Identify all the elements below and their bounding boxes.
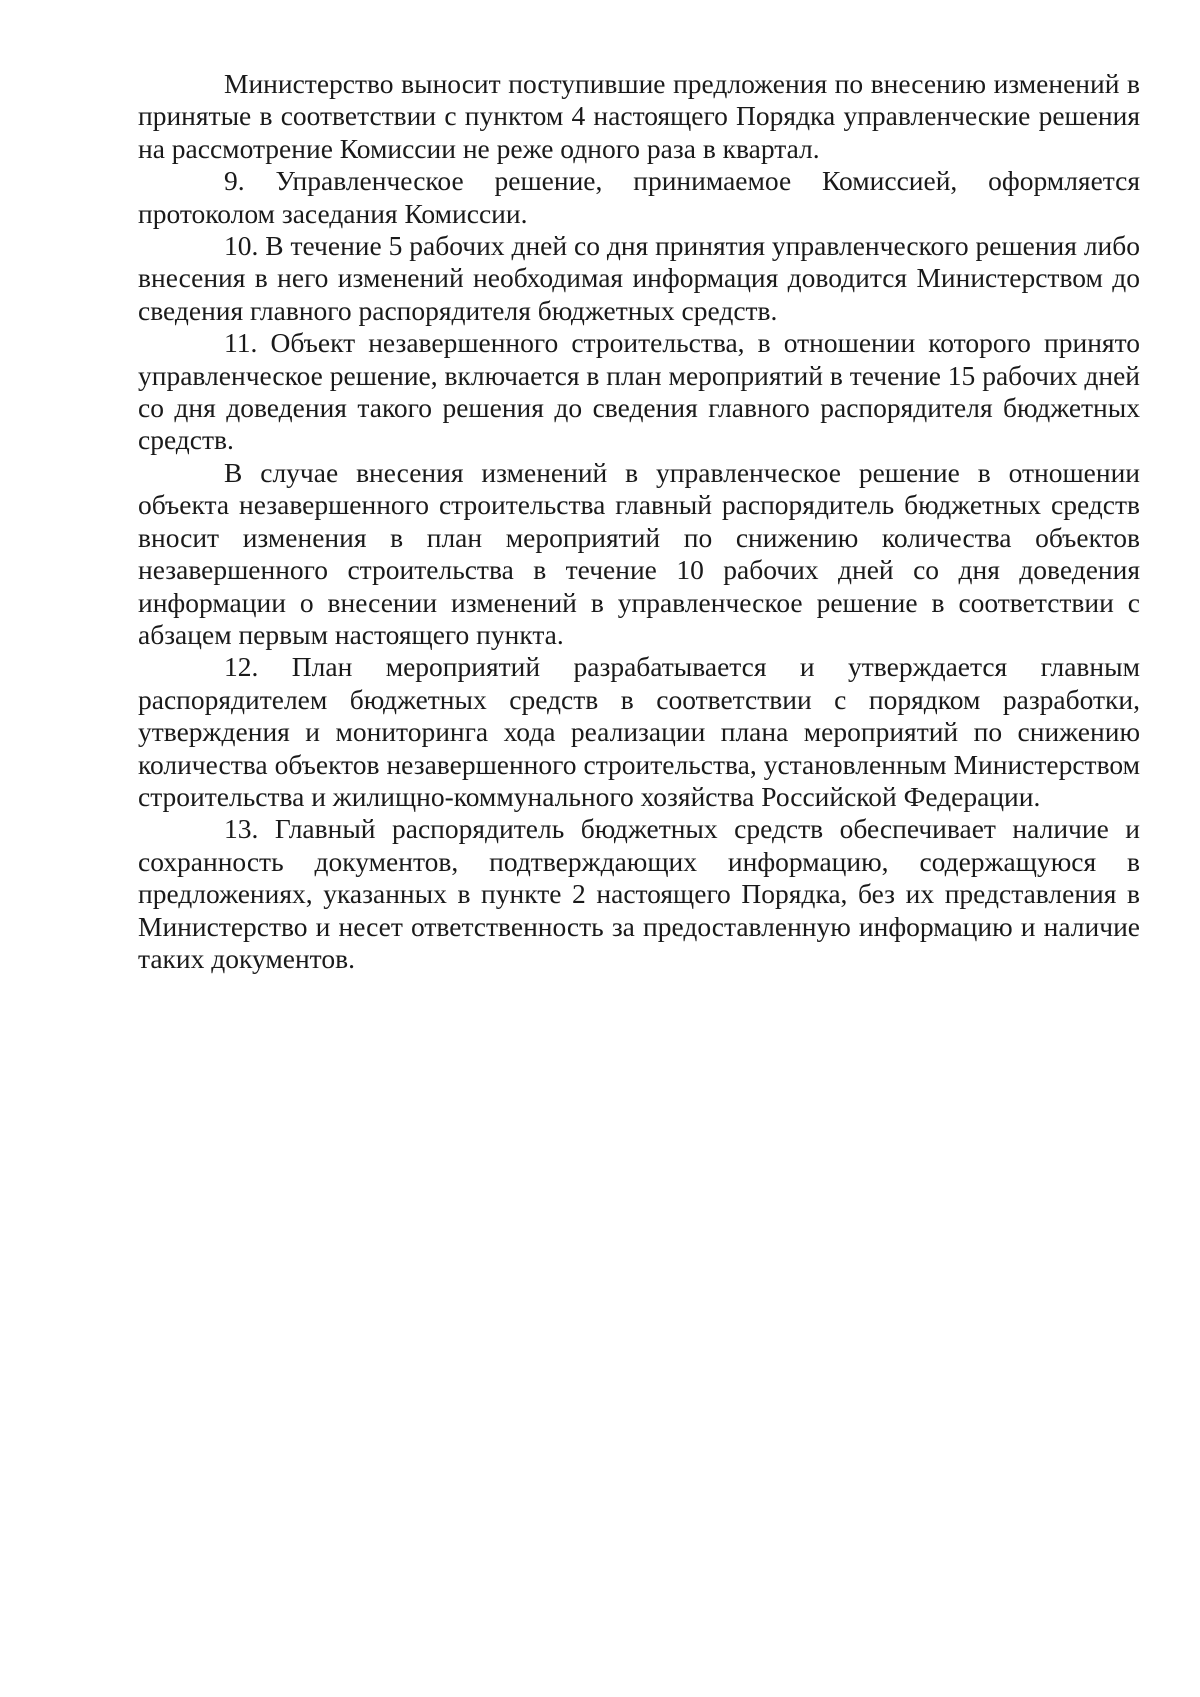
document-page [138, 68, 1140, 975]
paragraph-proposals-review: Министерство выносит поступившие предложения по внесению изменений в принятые в соответствии с пунктом 4 настоящего Порядка управленческие решения на рассмотрение Комиссии не реже одного раза в квартал. [138, 68, 1140, 164]
paragraph-item-11-amendments: В случае внесения изменений в управленческое решение в отношении объекта незавершенного строительства главный распорядитель бюджетных средств вносит изменения в план мероприятий по снижению количества объектов незавершенного строительства в течение 10 рабочих дней со дня доведения информации о внесении изменений в управленческое решение в соответствии с абзацем первым настоящего пункта. [138, 456, 1140, 650]
paragraph-item-12: 12. План мероприятий разрабатывается и утверждается главным распорядителем бюджетных средств в соответствии с порядком разработки, утверждения и мониторинга хода реализации плана мероприятий по снижению количества объектов незавершенного строительства, установленным Министерством строительства и жилищно-коммунального хозяйства Российской Федерации. [138, 651, 1140, 812]
paragraph-item-11: 11. Объект незавершенного строительства, в отношении которого принято управленческое решение, включается в план мероприятий в течение 15 рабочих дней со дня доведения такого решения до сведения главного распорядителя бюджетных средств. [138, 327, 1140, 456]
paragraph-item-9: 9. Управленческое решение, принимаемое Комиссией, оформляется протоколом заседания Комиссии. [138, 165, 1140, 229]
paragraph-item-10: 10. В течение 5 рабочих дней со дня принятия управленческого решения либо внесения в него изменений необходимая информация доводится Министерством до сведения главного распорядителя бюджетных средств. [138, 230, 1140, 326]
paragraph-item-13: 13. Главный распорядитель бюджетных средств обеспечивает наличие и сохранность документов, подтверждающих информацию, содержащуюся в предложениях, указанных в пункте 2 настоящего Порядка, без их представления в Министерство и несет ответственность за предоставленную информацию и наличие таких документов. [138, 813, 1140, 974]
